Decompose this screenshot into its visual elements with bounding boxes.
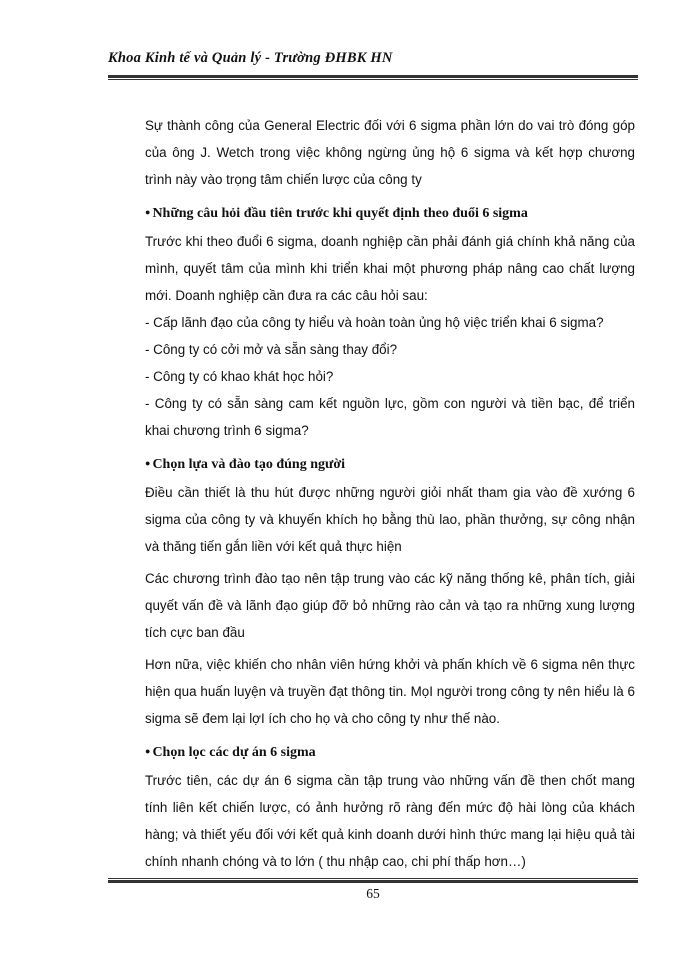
section-heading-text: Những câu hỏi đầu tiên trước khi quyết định theo đuổi 6 sigma: [152, 206, 528, 221]
document-body: [145, 112, 635, 875]
section-heading-text: Chọn lọc các dự án 6 sigma: [152, 745, 316, 760]
section2-paragraph: [145, 651, 635, 732]
section3-text: Trước tiên, các dự án 6 sigma cần tập trung vào những vấn đề then chốt mang tính liên kết chiến lược, có ảnh hưởng rõ ràng đến mức độ hài lòng của khách hàng; và thiết yếu đối với kết quả kinh doanh dưới hình thức mang lại hiệu quả tài chính nhanh chóng và to lớn ( thu nhập cao, chi phí thấp hơn…): [145, 773, 635, 869]
section2-paragraph: [145, 479, 635, 560]
section-heading-text: Chọn lựa và đào tạo đúng người: [152, 457, 346, 472]
section2-text: Hơn nữa, việc khiến cho nhân viên hứng khởi và phấn khích về 6 sigma nên thực hiện qua huấn luyện và truyền đạt thông tin. MọI người trong công ty nên hiểu là 6 sigma sẽ đem lại lợI ích cho họ và cho công ty như thế nào.: [145, 657, 635, 726]
question-text: - Công ty có sẵn sàng cam kết nguồn lực, gồm con người và tiền bạc, để triển khai chương trình 6 sigma?: [145, 396, 635, 438]
bullet-icon: ●: [145, 458, 151, 468]
bullet-icon: ●: [145, 207, 151, 217]
question-item: [145, 309, 635, 336]
question-item: [145, 390, 635, 444]
footer-double-rule: [108, 878, 638, 883]
question-text: - Công ty có cởi mở và sẵn sàng thay đổi?: [145, 342, 398, 357]
header-title: Khoa Kinh tế và Quản lý - Trường ĐHBK HN: [108, 50, 393, 66]
section2-paragraph: [145, 565, 635, 646]
page-footer: [108, 878, 638, 902]
section2-text: Điều cần thiết là thu hút được những người giỏi nhất tham gia vào đề xướng 6 sigma của công ty và khuyến khích họ bằng thù lao, phần thưởng, sự công nhận và thăng tiến gắn liền với kết quả thực hiện: [145, 485, 635, 554]
intro-paragraph: [145, 112, 635, 193]
section1-text: Trước khi theo đuổi 6 sigma, doanh nghiệp cần phải đánh giá chính khả năng của mình, quyết tâm của mình khi triển khai một phương pháp nâng cao chất lượng mới. Doanh nghiệp cần đưa ra các câu hỏi sau:: [145, 234, 635, 303]
page-header: [108, 50, 638, 80]
section-heading-select-projects: [145, 737, 635, 767]
intro-text: Sự thành công của General Electric đối với 6 sigma phần lớn do vai trò đóng góp của ông J. Wetch trong việc không ngừng ủng hộ 6 sigma và kết hợp chương trình này vào trọng tâm chiến lược của công ty: [145, 118, 635, 187]
section1-paragraph: [145, 228, 635, 309]
section-heading-first-questions: [145, 198, 635, 228]
question-item: [145, 336, 635, 363]
header-double-rule: [108, 75, 638, 80]
page-number: 65: [366, 886, 380, 901]
section2-text: Các chương trình đào tạo nên tập trung vào các kỹ năng thống kê, phân tích, giải quyết vấn đề và lãnh đạo giúp đỡ bỏ những rào cản và tạo ra những xung lượng tích cực ban đầu: [145, 571, 635, 640]
question-item: [145, 363, 635, 390]
question-text: - Công ty có khao khát học hỏi?: [145, 369, 334, 384]
section3-paragraph: [145, 767, 635, 875]
bullet-icon: ●: [145, 746, 151, 756]
question-text: - Cấp lãnh đạo của công ty hiểu và hoàn toàn ủng hộ việc triển khai 6 sigma?: [145, 315, 604, 330]
section-heading-select-train-people: [145, 449, 635, 479]
